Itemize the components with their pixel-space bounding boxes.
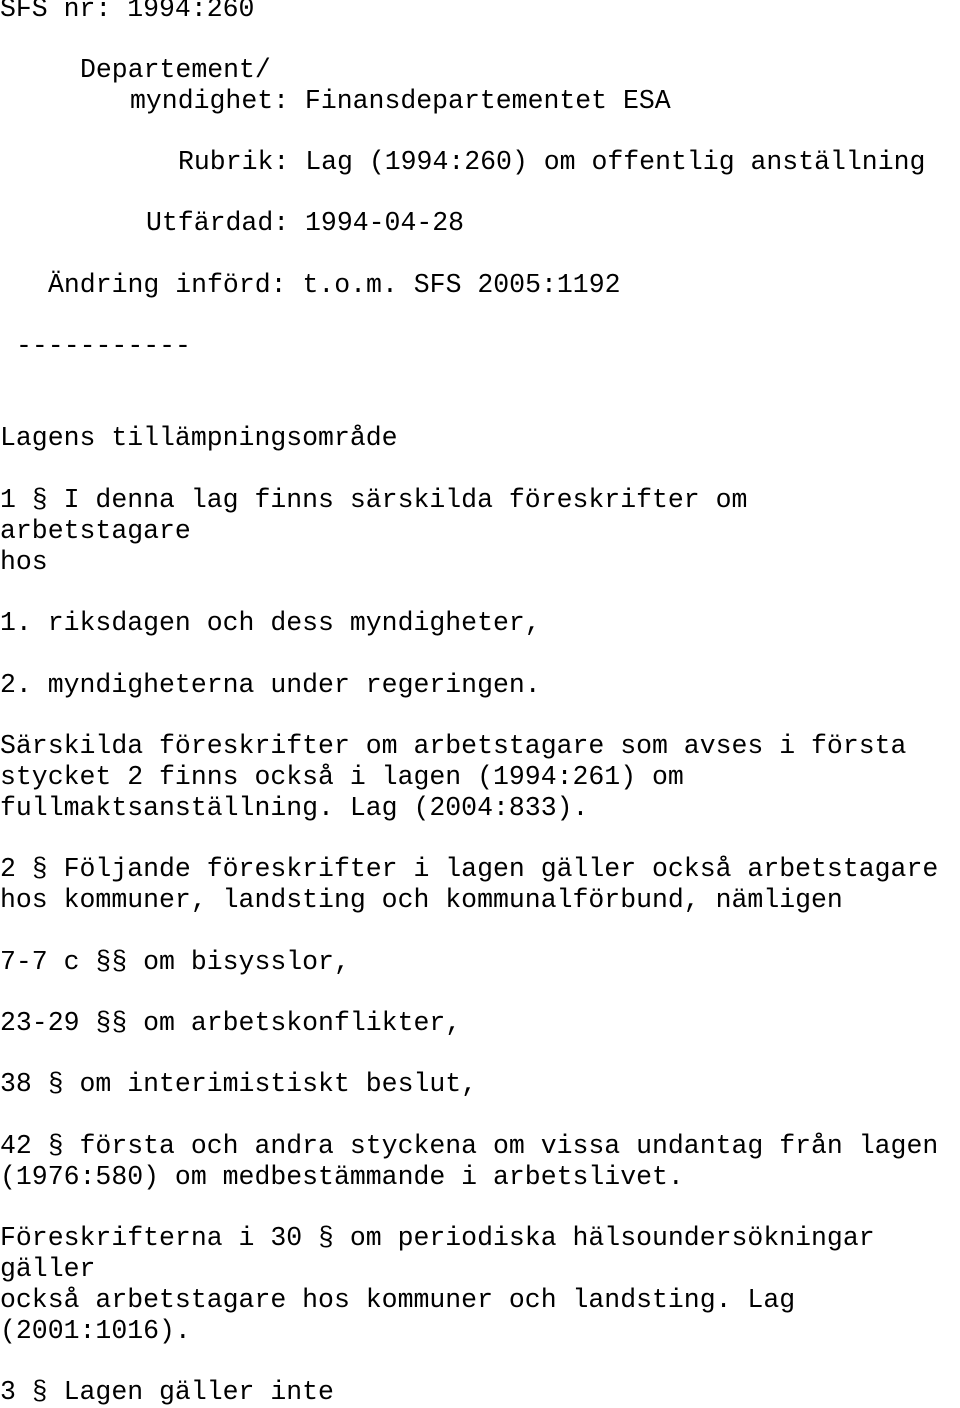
paragraph-2b-line-1: Föreskrifterna i 30 § om periodiska hälsoundersökningar [0, 1223, 875, 1253]
departement-label: Departement/ [80, 55, 271, 85]
list-item-interimistiskt: 38 § om interimistiskt beslut, [0, 1069, 478, 1099]
list-item-arbetskonflikter: 23-29 §§ om arbetskonflikter, [0, 1008, 462, 1038]
section-heading: Lagens tillämpningsområde [0, 423, 398, 453]
paragraph-1-line-1: 1 § I denna lag finns särskilda föreskrifter om [0, 485, 748, 515]
utfardad-field: Utfärdad: 1994-04-28 [146, 208, 465, 238]
list-item-riksdagen: 1. riksdagen och dess myndigheter, [0, 608, 541, 638]
rubrik-field: Rubrik: Lag (1994:260) om offentlig anställning [178, 147, 926, 177]
paragraph-1-line-2: arbetstagare [0, 516, 191, 546]
paragraph-1-line-3: hos [0, 547, 48, 577]
list-item-medbestammande-line-2: (1976:580) om medbestämmande i arbetslivet. [0, 1162, 684, 1192]
paragraph-2b-line-3: också arbetstagare hos kommuner och landsting. Lag [0, 1285, 796, 1315]
paragraph-1b-line-1: Särskilda föreskrifter om arbetstagare som avses i första [0, 731, 907, 761]
paragraph-1b-line-3: fullmaktsanställning. Lag (2004:833). [0, 793, 589, 823]
paragraph-3-line-1: 3 § Lagen gäller inte [0, 1377, 334, 1407]
list-item-medbestammande-line-1: 42 § första och andra styckena om vissa undantag från lagen [0, 1131, 939, 1161]
list-item-myndigheterna: 2. myndigheterna under regeringen. [0, 670, 541, 700]
list-item-bisysslor: 7-7 c §§ om bisysslor, [0, 947, 350, 977]
paragraph-2-line-2: hos kommuner, landsting och kommunalförbund, nämligen [0, 885, 843, 915]
separator: ----------- [16, 331, 191, 361]
paragraph-2b-line-4: (2001:1016). [0, 1316, 191, 1346]
myndighet-field: myndighet: Finansdepartementet ESA [130, 86, 671, 116]
paragraph-2b-line-2: gäller [0, 1254, 96, 1284]
sfs-number: SFS nr: 1994:260 [0, 0, 255, 24]
paragraph-1b-line-2: stycket 2 finns också i lagen (1994:261) om [0, 762, 684, 792]
paragraph-2-line-1: 2 § Följande föreskrifter i lagen gäller också arbetstagare [0, 854, 939, 884]
andring-field: Ändring införd: t.o.m. SFS 2005:1192 [48, 270, 621, 300]
